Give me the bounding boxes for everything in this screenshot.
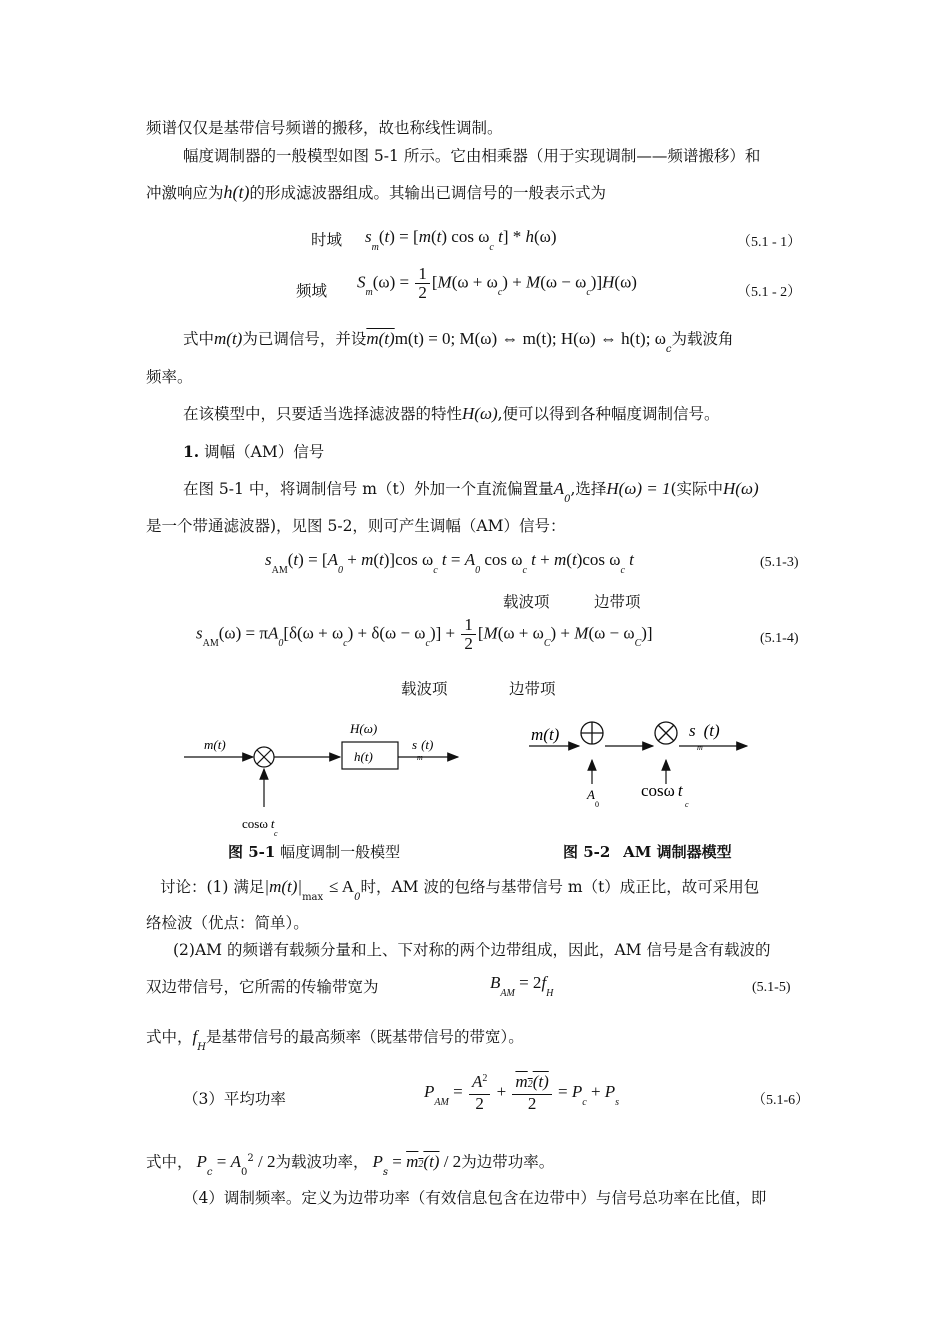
text: 式中 xyxy=(183,330,215,348)
text: 是基带信号的最高频率（既基带信号的带宽）。 xyxy=(205,1028,524,1046)
text: (5.1-5) xyxy=(752,980,791,995)
adder-icon xyxy=(581,722,603,744)
paragraph-1 xyxy=(146,117,503,139)
discussion-2-line-1 xyxy=(173,939,770,961)
text: （5.1 - 1） xyxy=(737,235,802,250)
paragraph-5-line-2 xyxy=(146,515,566,537)
paragraph-5-line-1 xyxy=(183,478,759,503)
text: 为边带功率。 xyxy=(461,1153,555,1171)
text: 双边带信号，它所需的传输带宽为 xyxy=(146,978,379,996)
text: (实际中 xyxy=(670,480,724,498)
subscript: 0 xyxy=(354,892,361,903)
discussion-1-line-1 xyxy=(160,876,759,901)
math-h-t: h(t) xyxy=(223,182,250,202)
paragraph-2-line-1 xyxy=(183,145,760,167)
text: 载波项 xyxy=(401,680,448,698)
equation-5-1-5: $B_{AM} = 2f_H$ xyxy=(490,973,554,999)
label-sideband-term-1 xyxy=(594,591,641,613)
fig1-filter-top-label: H(ω) xyxy=(350,721,378,736)
paragraph-3-line-1: 式中m(t)为已调信号，并设m(t)m(t) = 0; M(ω) ⇔ m(t); H(ω) ⇔ h(t); $\omega_c$为载波角 xyxy=(183,329,734,355)
text: 为载波功率， xyxy=(275,1153,369,1171)
text: （5.1-6） xyxy=(752,1093,810,1108)
subscript: 0 xyxy=(564,494,571,505)
math-H-eq-1: H(ω) = 1 xyxy=(606,479,671,498)
fig1-filter-label: h(t) xyxy=(354,749,373,764)
math-H-omega: H(ω) xyxy=(462,404,498,423)
subscript: max xyxy=(302,892,324,903)
text: 为已调信号，并设 xyxy=(242,330,367,348)
eq1-label xyxy=(311,229,342,251)
text: 幅度调制器的一般模型如图 5-1 所示。它由相乘器（用于实现调制——频谱搬移）和 xyxy=(183,147,761,165)
figure-5-2-caption xyxy=(563,841,732,862)
text: 载波项 xyxy=(503,593,550,611)
subscript: H xyxy=(197,1042,206,1053)
fig1-output-sub: m xyxy=(417,753,423,762)
eq3-number xyxy=(760,555,799,571)
text: 为载波角 xyxy=(671,330,734,348)
math-m-t: m(t) xyxy=(214,329,243,348)
paragraph-3-line-2 xyxy=(146,366,193,388)
fig1-carrier-sub: c xyxy=(274,829,278,838)
equation-5-1-4: $s_{AM}(\omega) = \pi A_0[\delta(\omega + \omega_c) + \delta(\omega - \omega_c)]$ + $\frac{1}{2}$ $[M(\omega + \omega_C) + M(\omega - \omega_C)]$ xyxy=(196,615,653,653)
eq4-number xyxy=(760,631,799,647)
text: ,便可以得到各种幅度调制信号。 xyxy=(497,405,720,423)
text: (5.1-4) xyxy=(760,631,799,646)
paragraph-2-line-2 xyxy=(146,181,606,204)
figure-5-1-caption xyxy=(228,841,400,862)
caption-text: 幅度调制一般模型 xyxy=(280,843,401,861)
text: 讨论：(1) 满足 xyxy=(160,878,265,896)
text: 频谱仅仅是基带信号频谱的搬移，故也称线性调制。 xyxy=(146,119,503,137)
caption-text: AM 调制器模型 xyxy=(623,843,732,861)
eq5-number xyxy=(752,980,791,996)
math-condition: m(t) = 0; M(ω) ⇔ m(t); H(ω) ⇔ h(t); ω xyxy=(394,329,666,348)
label-carrier-term-2 xyxy=(401,678,448,700)
fig2-output-label: s (t) xyxy=(689,721,720,740)
equation-5-1-1: $s_m(t) = [m(t)$ $\cos \omega_c$ t] * h(ω) xyxy=(365,227,557,253)
label-sideband-term-2 xyxy=(509,678,556,700)
text: 在图 5-1 中，将调制信号 m（t）外加一个直流偏置量 xyxy=(183,480,554,498)
text: 式中， xyxy=(146,1153,193,1171)
equation-5-1-2: $S_m(\omega)$ = $\frac{1}{2}$ $[M(\omega + \omega_c) + M(\omega - \omega_c)]H(\omega)$ xyxy=(357,264,637,302)
discussion-2-line-3 xyxy=(146,1026,524,1051)
fig2-carrier-sub: c xyxy=(685,800,689,809)
eq2-label xyxy=(296,280,327,302)
text: 是一个带通滤波器)，见图 5-2，则可产生调幅（AM）信号： xyxy=(146,517,566,535)
text: （5.1 - 2） xyxy=(737,285,802,300)
fig1-carrier-label: cosω t xyxy=(242,816,275,831)
math-abs-m-t: |m(t)| xyxy=(264,877,303,896)
text: 时域 xyxy=(311,231,343,249)
text: （3）平均功率 xyxy=(183,1090,286,1108)
text: 络检波（优点：简单）。 xyxy=(146,914,309,932)
text: 边带项 xyxy=(509,680,556,698)
text: 频域 xyxy=(296,282,328,300)
text: ,选择 xyxy=(570,480,607,498)
text: 边带项 xyxy=(594,593,641,611)
fig1-output-label: s (t) xyxy=(412,737,434,752)
math-f: f xyxy=(192,1027,198,1046)
fig1-input-label: m(t) xyxy=(204,737,226,752)
paragraph-4 xyxy=(183,403,720,425)
label-carrier-term-1 xyxy=(503,591,550,613)
section-heading-am xyxy=(183,441,324,463)
multiplier-icon xyxy=(254,747,274,767)
eq6-number xyxy=(752,1089,809,1109)
text: 式中， xyxy=(146,1028,193,1046)
discussion-2-line-2 xyxy=(146,976,379,998)
text: 的形成滤波器组成。其输出已调信号的一般表示式为 xyxy=(249,184,607,202)
math-A: A xyxy=(553,479,565,498)
equation-5-1-6: $P_{AM}$ = $\frac{A^2}{2}$ + $\frac{m2(t)}{2}$ = $P_c + P_s$ xyxy=(424,1072,620,1113)
math-le-A: ≤ A xyxy=(329,877,355,896)
text: 在该模型中，只要适当选择滤波器的特性 xyxy=(183,405,463,423)
section-title: 调幅（AM）信号 xyxy=(204,443,325,461)
section-number: 1. xyxy=(183,442,200,461)
eq2-number xyxy=(737,281,801,301)
equation-5-1-3: $s_{AM}(t) = [A_0 + m(t)]\cos$ $\omega_c$ $t = A_0$ $\cos \omega_c$ t + m(t)cos $\omega_c$ t xyxy=(265,550,634,576)
discussion-1-line-2 xyxy=(146,912,309,934)
fig2-bias-label: A xyxy=(587,787,595,802)
discussion-3-label xyxy=(183,1088,286,1110)
math-H-omega: H(ω) xyxy=(723,479,759,498)
discussion-4 xyxy=(183,1187,766,1209)
multiplier-icon xyxy=(655,722,677,744)
eq1-number xyxy=(737,231,801,251)
discussion-3-line-2: 式中， $P_c = A_0^2 / 2$为载波功率， $P_s = m2(t) / 2$为边带功率。 xyxy=(146,1152,555,1178)
fig2-input-label: m(t) xyxy=(531,725,560,744)
figure-5-1-diagram xyxy=(180,712,470,840)
caption-number: 图 5-1 xyxy=(228,843,276,861)
text: 时，AM 波的包络与基带信号 m（t）成正比，故可采用包 xyxy=(360,878,760,896)
text: 冲激响应为 xyxy=(146,184,224,202)
caption-number: 图 5-2 xyxy=(563,843,611,861)
text: (5.1-3) xyxy=(760,555,799,570)
fig2-carrier-label: cosω t xyxy=(641,781,683,800)
text: (2)AM 的频谱有载频分量和上、下对称的两个边带组成，因此，AM 信号是含有载波的 xyxy=(173,941,771,959)
fig2-output-sub: m xyxy=(697,743,703,752)
text: （4）调制频率。定义为边带功率（有效信息包含在边带中）与信号总功率在比值，即 xyxy=(183,1189,767,1207)
text: 频率。 xyxy=(146,368,193,386)
fig2-bias-sub: 0 xyxy=(595,800,599,809)
figure-5-2-diagram xyxy=(525,710,765,838)
subscript: c xyxy=(665,344,672,355)
